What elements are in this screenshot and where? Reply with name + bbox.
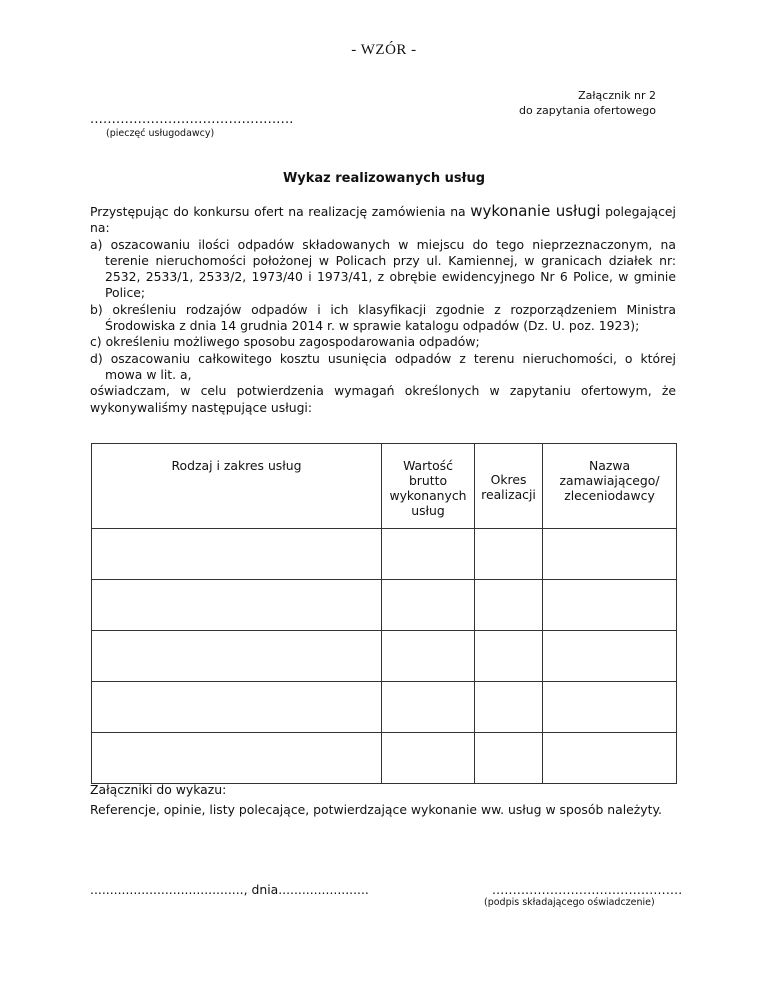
list-item: c) określeniu możliwego sposobu zagospodarowania odpadów; (90, 334, 480, 350)
attachment-context: do zapytania ofertowego (519, 104, 656, 117)
table-cell[interactable] (382, 580, 475, 631)
table-cell[interactable] (92, 580, 382, 631)
attachment-reference (519, 88, 656, 118)
list-item: b) określeniu rodzajów odpadów i ich klasyfikacji zgodnie z rozporządzeniem Ministra Środowiska z dnia 14 grudnia 2014 r. w sprawie katalogu odpadów (Dz. U. poz. 1923); (90, 301, 676, 334)
list-item: a) oszacowaniu ilości odpadów składowanych w miejscu do tego nieprzeznaczonym, na terenie nieruchomości położonej w Policach przy ul. Kamiennej, w granicach działek nr: 2532, 2533/1, 2533/2, 1973/40 i 1973/41, z obrębie ewidencyjnego Nr 6 Police, w gminie Police; (90, 236, 676, 301)
declaration-paragraph: oświadczam, w celu potwierdzenia wymagań określonych w zapytaniu ofertowym, że wykonywaliśmy następujące usługi: (90, 383, 676, 415)
signature-placeholder: .............................................. (492, 882, 683, 897)
attachment-number: Załącznik nr 2 (578, 89, 656, 102)
stamp-label: (pieczęć usługodawcy) (106, 128, 215, 139)
services-table (91, 443, 677, 784)
signature-label: (podpis składającego oświadczenie) (484, 897, 655, 908)
table-cell[interactable] (543, 733, 677, 784)
intro-text-b: wykonanie usługi (470, 202, 601, 220)
table-cell[interactable] (92, 682, 382, 733)
table-row (92, 733, 677, 784)
template-label: - WZÓR - (351, 42, 417, 58)
table-cell[interactable] (382, 529, 475, 580)
table-cell[interactable] (475, 580, 543, 631)
column-header-client-name: Nazwa zamawiającego/ zleceniodawcy (543, 444, 677, 529)
intro-paragraph (90, 203, 676, 237)
document-body (90, 203, 676, 416)
intro-text-c: polegającej na: (90, 204, 676, 236)
table-cell[interactable] (543, 682, 677, 733)
table-cell[interactable] (543, 631, 677, 682)
table-cell[interactable] (543, 580, 677, 631)
attachments-heading: Załączniki do wykazu: (90, 782, 227, 797)
table-row (92, 631, 677, 682)
table-cell[interactable] (92, 631, 382, 682)
list-item: d) oszacowaniu całkowitego kosztu usunięcia odpadów z terenu nieruchomości, o której mowa w lit. a, (90, 350, 676, 382)
intro-text-a: Przystępując do konkursu ofert na realizację zamówienia na (90, 204, 471, 219)
table-cell[interactable] (475, 682, 543, 733)
table-row (92, 580, 677, 631)
column-header-service-type: Rodzaj i zakres usług (92, 444, 382, 529)
stamp-placeholder: ............................................... (90, 112, 294, 127)
table-cell[interactable] (543, 529, 677, 580)
table-cell[interactable] (382, 682, 475, 733)
table-cell[interactable] (92, 529, 382, 580)
document-title: Wykaz realizowanych usług (282, 171, 486, 186)
table-cell[interactable] (475, 631, 543, 682)
table-row (92, 682, 677, 733)
place-date-line: ......................................., dnia....................... (90, 882, 369, 897)
table-cell[interactable] (382, 631, 475, 682)
table-cell[interactable] (475, 733, 543, 784)
attachments-section (90, 780, 676, 820)
table-cell[interactable] (475, 529, 543, 580)
table-row (92, 529, 677, 580)
column-header-gross-value: Wartość brutto wykonanych usług (382, 444, 475, 529)
attachments-text: Referencje, opinie, listy polecające, potwierdzające wykonanie ww. usług w sposób należyty. (90, 802, 662, 817)
table-cell[interactable] (92, 733, 382, 784)
table-cell[interactable] (382, 733, 475, 784)
table-header-row (92, 444, 677, 529)
column-header-period: Okres realizacji (475, 444, 543, 529)
